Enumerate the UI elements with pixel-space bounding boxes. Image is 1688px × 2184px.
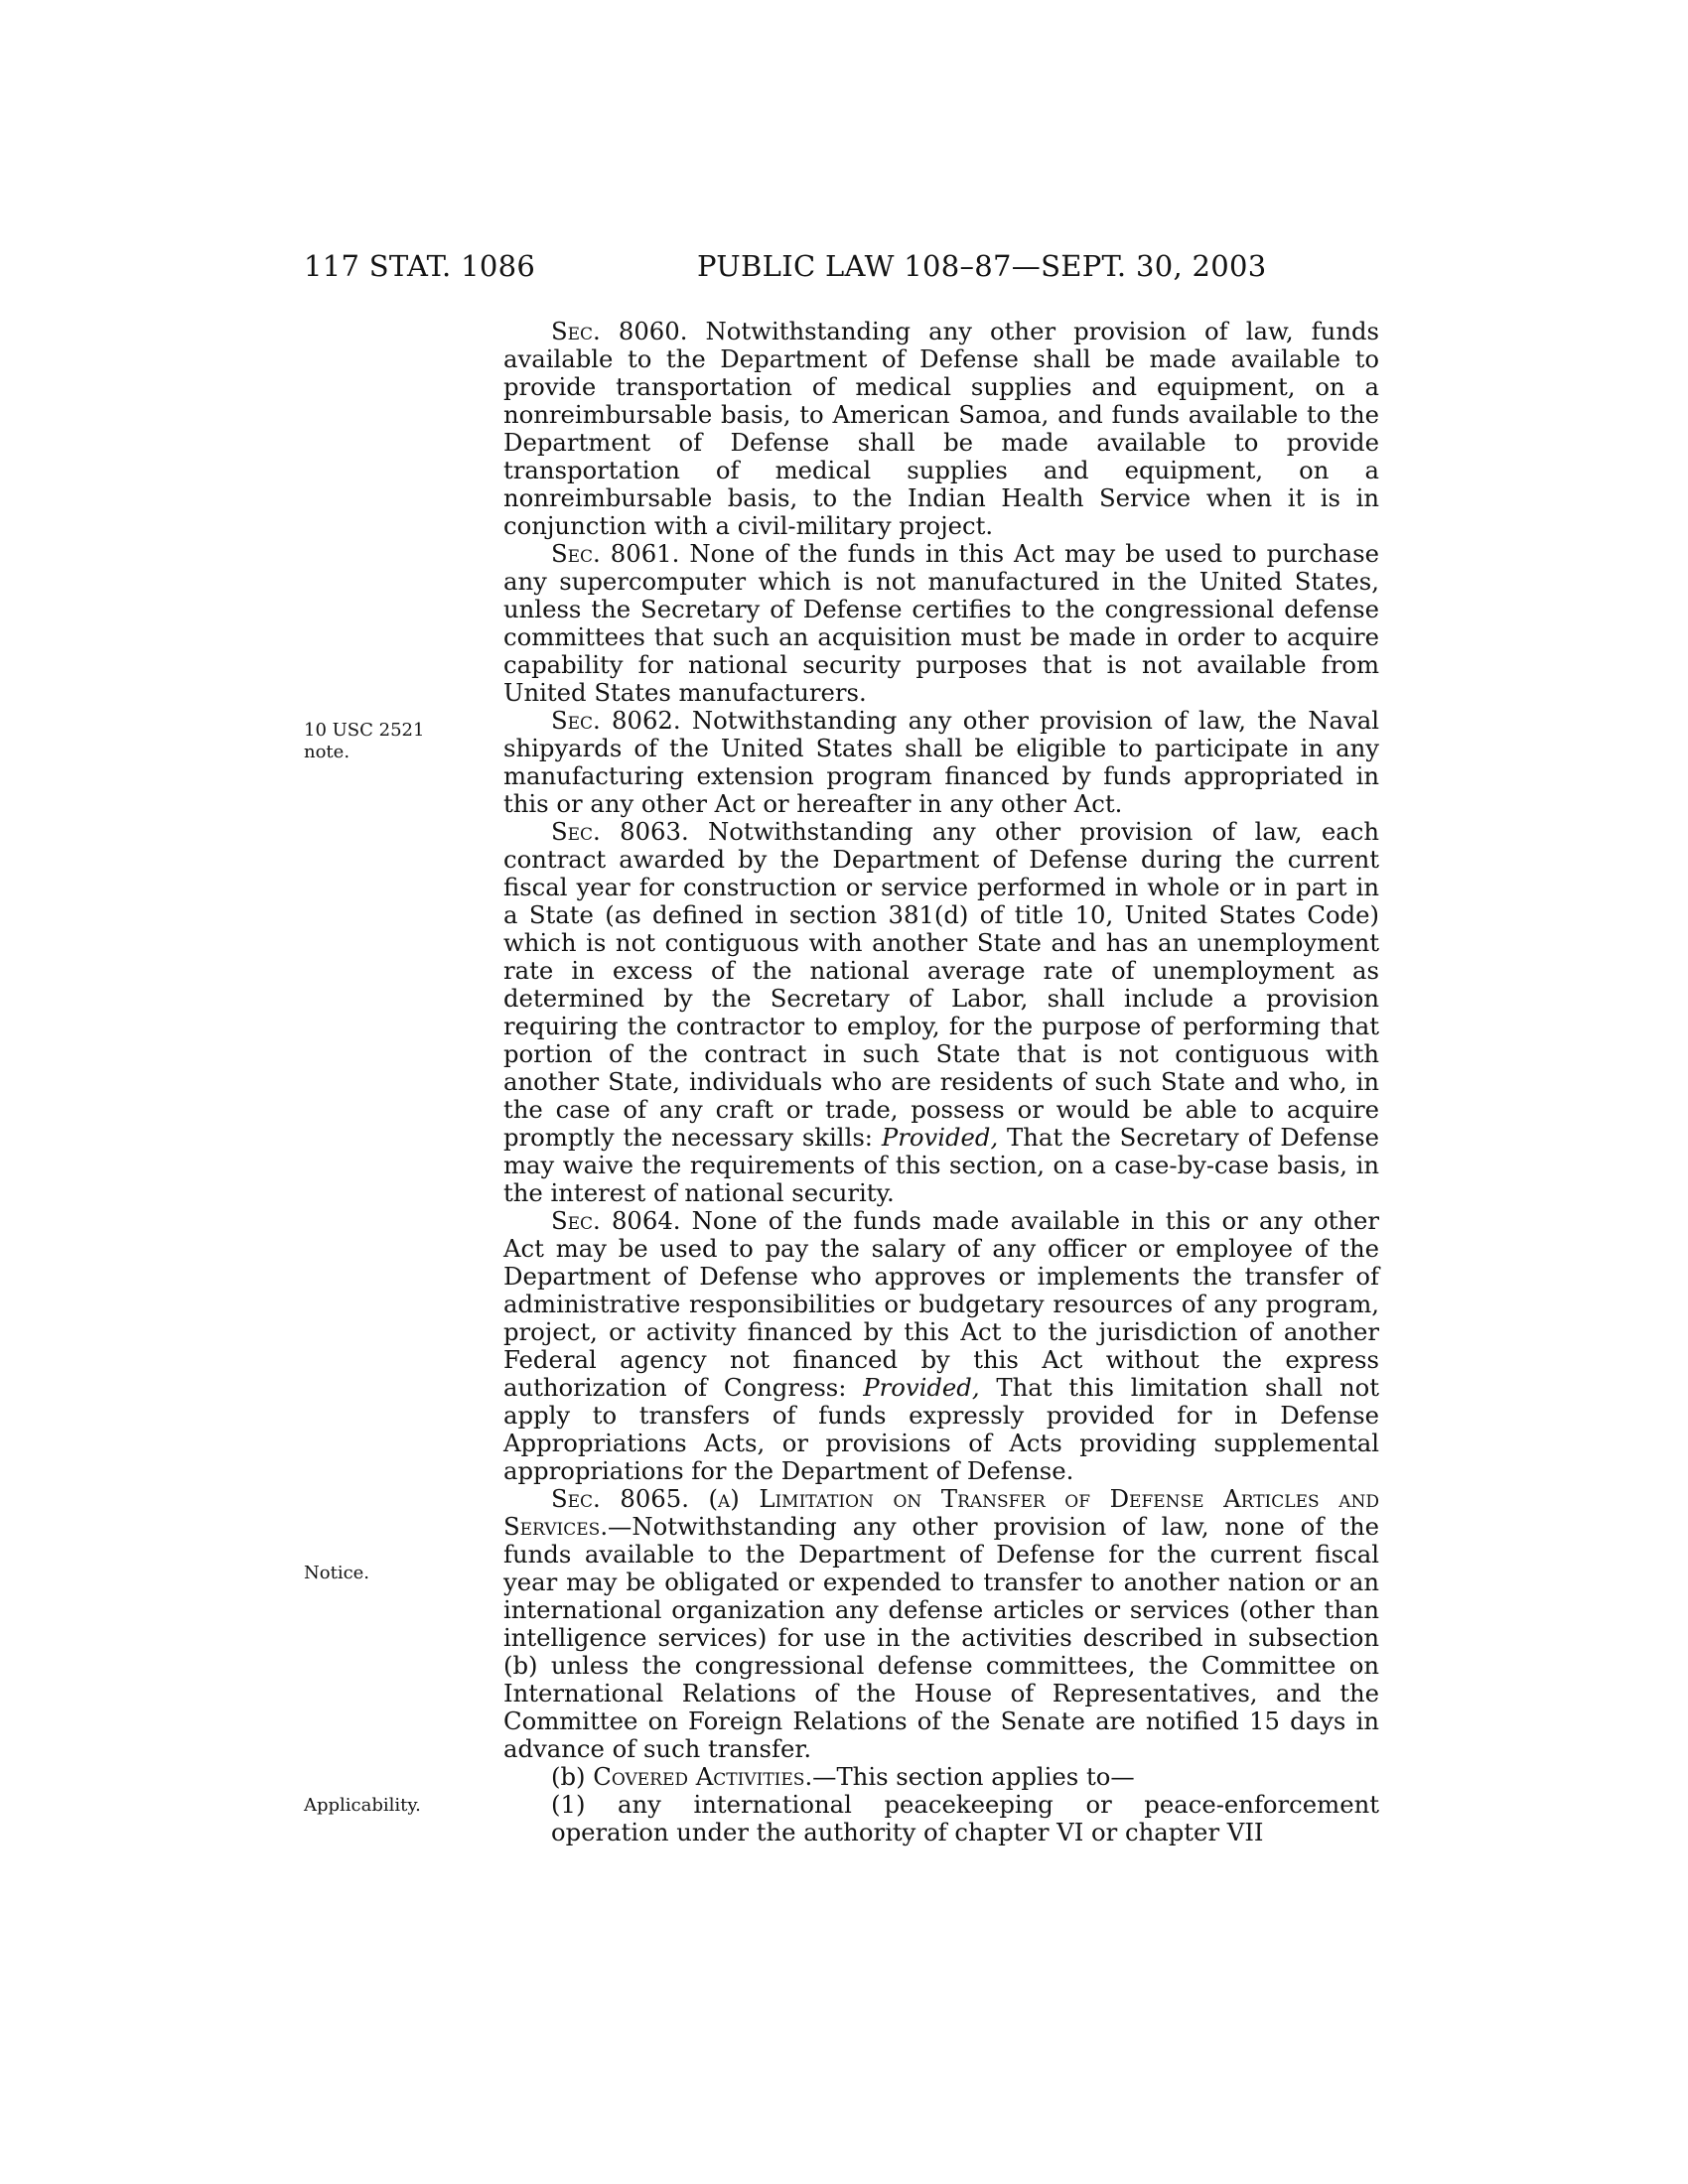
proviso: Provided, [863,1373,980,1402]
section-text: .—Notwithstanding any other provision of law, none of the funds available to the Department of Defense for the current fiscal year may be obligated or expended to transfer to another nation or an international organization any defense articles or services (other than intelligence services) for use in the activities described in subsection (b) unless the congressional defense committees, the Committee on International Relations of the House of Representatives, and the Committee on Foreign Relations of the Senate are notified 15 days in advance of such transfer. [503,1512,1379,1763]
section-8065b-paragraph-1 [503,1791,1379,1846]
margin-note-usc-citation: 10 USC 2521 [304,720,425,741]
section-text: None of the funds made available in this or any other Act may be used to pay the salary of any officer or employee of the Department of Defense who approves or implements the transfer of administrative responsibilities or budgetary resources of any program, project, or activity financed by this Act to the jurisdiction of another Federal agency not financed by this Act without the express authorization of Congress: [503,1206,1379,1402]
section-8062 [503,707,1379,818]
section-text: None of the funds in this Act may be used to purchase any supercomputer which is not manufactured in the United States, unless the Secretary of Defense certifies to the congressional defense committees that such an acquisition must be made in order to acquire capability for national security purposes that is not available from United States manufacturers. [503,539,1379,707]
section-text: Notwithstanding any other provision of law, each contract awarded by the Department of Defense during the current fiscal year for construction or service performed in whole or in part in a State (as defined in section 381(d) of title 10, United States Code) which is not contiguous with another State and has an unemployment rate in excess of the national average rate of unemployment as determined by the Secretary of Labor, shall include a provision requiring the contractor to employ, for the purpose of performing that portion of the contract in such State that is not contiguous with another State, individuals who are residents of such State and who, in the case of any craft or trade, possess or would be able to acquire promptly the necessary skills: [503,817,1379,1152]
statute-page-number: 117 STAT. 1086 [304,249,536,283]
public-law-title: PUBLIC LAW 108–87—SEPT. 30, 2003 [697,249,1267,283]
section-label: Sec. 8064. [551,1206,681,1235]
margin-note-notice: Notice. [304,1563,370,1583]
section-8064 [503,1207,1379,1485]
paragraph-text: (1) any international peacekeeping or peace-enforcement operation under the authority of chapter VI or chapter VII [551,1790,1379,1846]
document-body [503,318,1379,1846]
section-8060 [503,318,1379,540]
subsection-text: .—This section applies to— [804,1762,1135,1791]
section-label: Sec. 8061. [551,539,680,568]
margin-note-usc [304,720,443,763]
section-text: Notwithstanding any other provision of law, the Naval shipyards of the United States shall be eligible to participate in any manufacturing extension program financed by funds appropriated in this or any other Act or hereafter in any other Act. [503,706,1379,818]
section-8063 [503,818,1379,1207]
section-label: Sec. 8063. [551,817,689,846]
subsection-heading: Limitation on Transfer of Defense Articles and Services [503,1484,1379,1541]
subsection-heading: Covered Activities [593,1762,805,1791]
section-8061 [503,540,1379,707]
proviso: Provided, [881,1123,999,1152]
section-label: Sec. 8065. (a) [551,1484,760,1513]
section-8065a [503,1485,1379,1763]
margin-note-applicability: Applicability. [304,1795,421,1816]
margin-note-usc-note: note. [304,742,351,762]
page-header [0,246,1688,286]
section-label: Sec. 8062. [551,706,681,735]
section-text-continued: That this limitation shall not apply to transfers of funds expressly provided for in Defense Appropriations Acts, or provisions of Acts providing supplemental appropriations for the Department of Defense. [503,1373,1379,1485]
subsection-label: (b) [551,1762,594,1791]
section-label: Sec. 8060. [551,317,688,345]
section-text-continued: That the Secretary of Defense may waive the requirements of this section, on a case-by-case basis, in the interest of national security. [503,1123,1379,1207]
section-text: Notwithstanding any other provision of law, funds available to the Department of Defense shall be made available to provide transportation of medical supplies and equipment, on a nonreimbursable basis, to American Samoa, and funds available to the Department of Defense shall be made available to provide transportation of medical supplies and equipment, on a nonreimbursable basis, to the Indian Health Service when it is in conjunction with a civil-military project. [503,317,1379,540]
section-8065b [503,1763,1379,1791]
